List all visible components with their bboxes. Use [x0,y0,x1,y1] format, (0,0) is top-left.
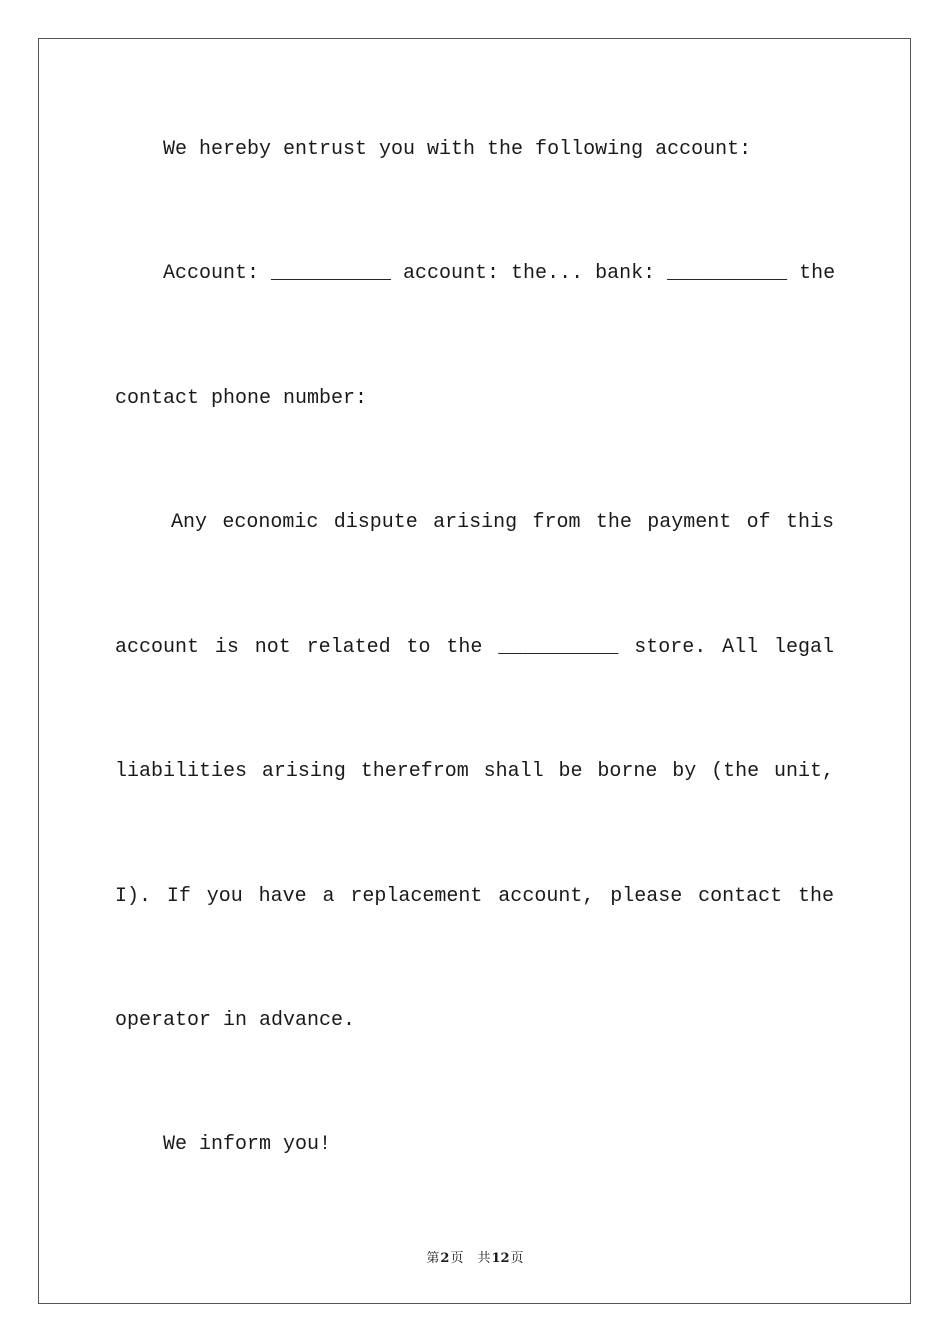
total-prefix: 共 [477,1251,491,1266]
paragraph-line-9: We inform you! [163,1133,332,1156]
paragraph-line-7: I). If you have a replacement account, please contact the [115,885,834,908]
paragraph-line-4: Any economic dispute arising from the payment of this [171,511,834,534]
paragraph-line-1: We hereby entrust you with the following account: [163,138,752,161]
paragraph-line-5: account is not related to the __________ store. All legal [115,636,834,659]
page-suffix: 页 [450,1251,464,1266]
page-number: 2 [440,1251,450,1266]
page-prefix: 第 [426,1251,440,1266]
paragraph-line-8: operator in advance. [115,1009,356,1032]
paragraph-line-6: liabilities arising therefrom shall be borne by (the unit, [115,760,834,783]
page-border [38,38,911,1304]
page-footer [0,1247,950,1266]
paragraph-line-3: contact phone number: [115,387,368,410]
total-pages: 12 [491,1251,510,1266]
total-suffix: 页 [510,1251,524,1266]
paragraph-line-2: Account: __________ account: the... bank: __________ the [163,262,836,285]
